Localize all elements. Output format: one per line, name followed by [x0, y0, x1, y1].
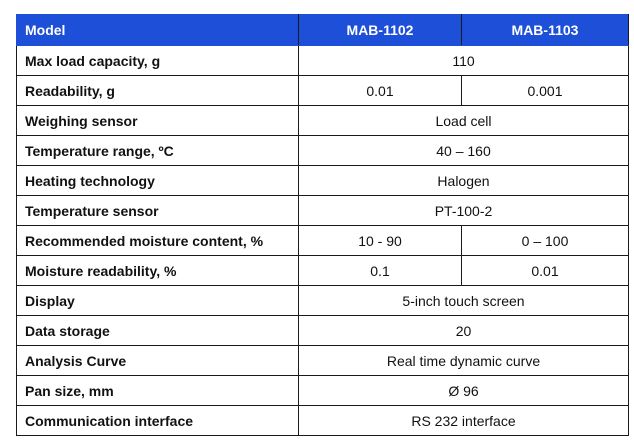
row-moisture-readability: [17, 256, 629, 286]
row-analysis-curve: [17, 346, 629, 376]
row-temperature-range: [17, 136, 629, 166]
row-label: Readability, g: [17, 76, 299, 106]
row-label: Analysis Curve: [17, 346, 299, 376]
row-temperature-sensor: [17, 196, 629, 226]
row-data-storage: [17, 316, 629, 346]
row-label: Temperature sensor: [17, 196, 299, 226]
row-label: Recommended moisture content, %: [17, 226, 299, 256]
row-value: 110: [299, 46, 629, 76]
row-label: Data storage: [17, 316, 299, 346]
row-value-mab-1103: 0.001: [462, 76, 629, 106]
row-label: Moisture readability, %: [17, 256, 299, 286]
row-readability: [17, 76, 629, 106]
row-label: Communication interface: [17, 406, 299, 436]
row-weighing-sensor: [17, 106, 629, 136]
row-label: Heating technology: [17, 166, 299, 196]
row-label: Max load capacity, g: [17, 46, 299, 76]
row-value-mab-1102: 0.1: [299, 256, 462, 286]
row-heating-technology: [17, 166, 629, 196]
row-display: [17, 286, 629, 316]
row-communication-interface: [17, 406, 629, 436]
spec-table-body: [17, 46, 629, 436]
row-value-mab-1102: 10 - 90: [299, 226, 462, 256]
row-max-load-capacity: [17, 46, 629, 76]
header-model-mab-1103: MAB-1103: [462, 15, 629, 46]
row-value: Load cell: [299, 106, 629, 136]
row-value: Halogen: [299, 166, 629, 196]
row-value: RS 232 interface: [299, 406, 629, 436]
spec-table-header: [17, 15, 629, 46]
row-label: Pan size, mm: [17, 376, 299, 406]
row-value: PT-100-2: [299, 196, 629, 226]
row-value: 20: [299, 316, 629, 346]
row-value-mab-1103: 0 – 100: [462, 226, 629, 256]
spec-table-container: [16, 14, 629, 436]
header-label: Model: [17, 15, 299, 46]
header-model-mab-1102: MAB-1102: [299, 15, 462, 46]
row-recommended-moisture-content: [17, 226, 629, 256]
row-value-mab-1103: 0.01: [462, 256, 629, 286]
spec-table: [16, 14, 629, 436]
row-value: Ø 96: [299, 376, 629, 406]
row-value: 5-inch touch screen: [299, 286, 629, 316]
row-value-mab-1102: 0.01: [299, 76, 462, 106]
row-label: Temperature range, ºC: [17, 136, 299, 166]
row-value: 40 – 160: [299, 136, 629, 166]
header-row: [17, 15, 629, 46]
row-label: Display: [17, 286, 299, 316]
row-value: Real time dynamic curve: [299, 346, 629, 376]
row-label: Weighing sensor: [17, 106, 299, 136]
row-pan-size: [17, 376, 629, 406]
